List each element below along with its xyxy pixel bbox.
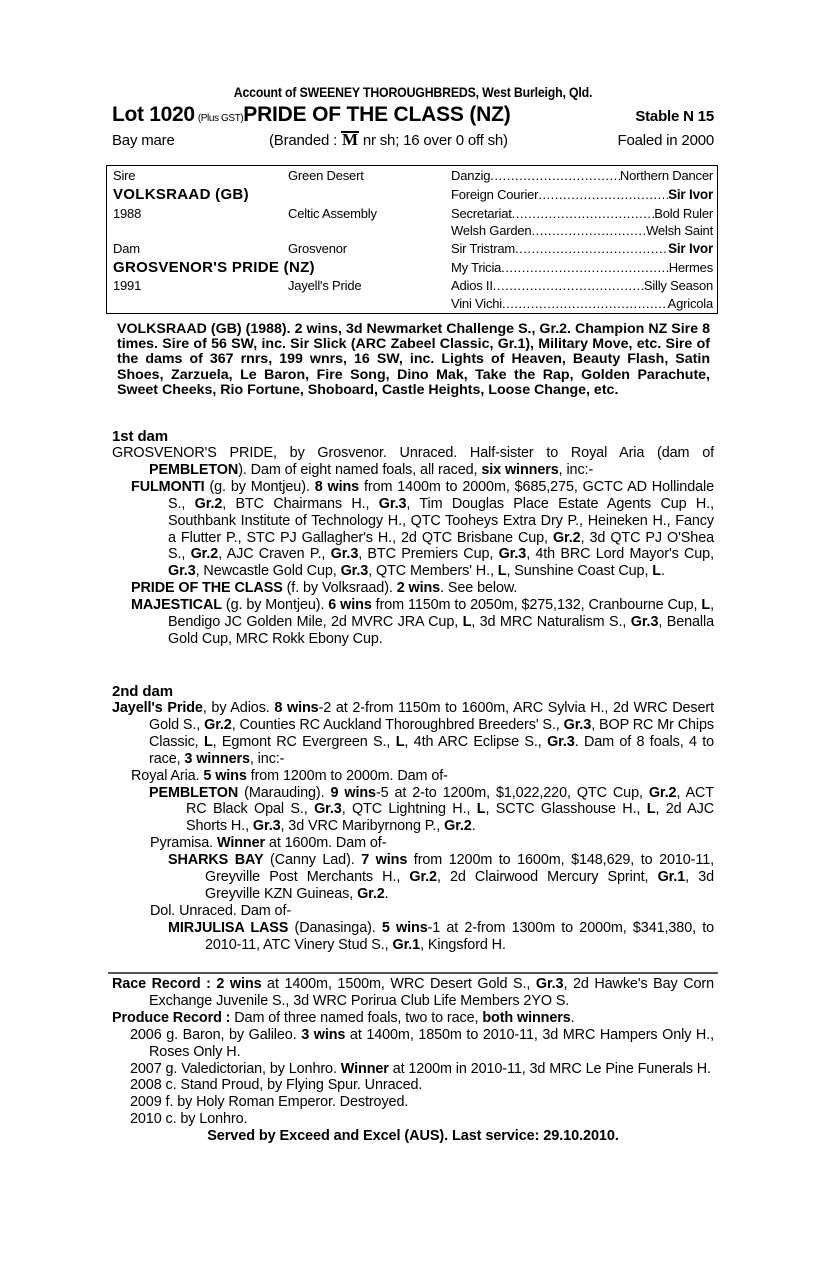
leader-dots [531, 222, 646, 240]
text: , Kingsford H. [420, 936, 506, 953]
text: Dol. Unraced. Dam of- [150, 902, 292, 919]
sire-sire: Green Desert [288, 168, 364, 183]
text: , 4th BRC Lord Mayor's Cup, [526, 546, 714, 563]
text: , Benalla Gold Cup, MRC Rokk Ebony Cup. [168, 614, 715, 647]
catalogue-page [112, 82, 715, 1145]
descendant-entry [112, 768, 714, 785]
second-dam-intro [112, 700, 714, 768]
produce-list [112, 1027, 714, 1128]
leader-dots [501, 259, 668, 277]
bold-text: 8 wins [274, 700, 319, 716]
descendant-entry [112, 835, 714, 852]
text: , 2d Clairwood Mercury Sprint, [436, 869, 658, 886]
text: , AJC Craven P., [218, 546, 331, 563]
bold-text: Gr.3 [340, 563, 369, 580]
text: from 1400m to 2000m, $685,275, GCTC AD Hollindale S., [168, 478, 714, 512]
foal-entry [112, 1027, 714, 1061]
gg-left: Sir Tristram [451, 241, 516, 256]
sire-label: Sire [113, 168, 136, 183]
bold-text: Gr.2 [357, 885, 385, 902]
bold-text: L [476, 801, 486, 818]
text: , Counties RC Auckland Thoroughbred Breeders' S., [231, 716, 564, 733]
gg-right: Sir Ivor [668, 187, 713, 202]
bold-text: 3 winners [184, 750, 250, 767]
foal-entry [112, 1061, 714, 1078]
text: . See below. [440, 580, 518, 597]
bold-text: Gr.3 [378, 495, 407, 512]
text: , Newcastle Gold Cup, [195, 563, 341, 580]
vendor-account: Account of SWEENEY THOROUGHBREDS, West Burleigh, Qld. [233, 84, 593, 100]
bold-text: both winners [482, 1009, 571, 1026]
leader-dots [502, 295, 668, 313]
text: (g. by Montjeu). [221, 597, 329, 614]
gg-left: Secretariat [451, 206, 512, 221]
text: -2 at 2-from 1150m to 1600m, ARC Sylvia H., 2d WRC Desert Gold S., [149, 700, 715, 733]
bold-text: L [701, 597, 711, 614]
text: -1 at 2-from 1300m to 2000m, $341,380, to 2010-11, ATC Vinery Stud S., [205, 919, 715, 953]
text: , BTC Chairmans H., [222, 495, 379, 512]
text: , Bendigo JC Golden Mile, 2d MVRC JRA Cup, [168, 597, 714, 631]
gg-left: Foreign Courier [451, 187, 539, 202]
text: , 3d QTC PJ O'Shea S., [168, 529, 714, 563]
bold-text: 2 wins [216, 976, 262, 992]
bold-text: SHARKS BAY [168, 852, 264, 869]
sex-color: Bay mare [112, 132, 175, 149]
great-grandparent-row [451, 205, 713, 223]
foal-entry [112, 1094, 714, 1111]
bold-text: Produce Record : [112, 1009, 235, 1026]
text: , inc:- [249, 750, 285, 767]
dam-name: GROSVENOR'S PRIDE (NZ) [113, 259, 315, 276]
bold-text: Gr.2 [444, 818, 472, 835]
text: , inc:- [558, 461, 594, 478]
text: from 1200m to 1600m, $148,629, to 2010-11, Greyville Post Merchants H., [205, 852, 715, 886]
text: 2008 c. Stand Proud, by Flying Spur. Unraced. [130, 1077, 423, 1094]
section-divider [108, 972, 718, 974]
progeny-entry [112, 597, 714, 648]
bold-text: Gr.1 [392, 936, 421, 953]
text: 2009 f. by Holy Roman Emperor. Destroyed. [130, 1094, 409, 1111]
text: , by Adios. [202, 700, 275, 716]
bold-text: Gr.2 [409, 869, 437, 886]
text: (Danasinga). [288, 919, 382, 936]
gst-note: (Plus GST) [197, 113, 244, 124]
sire-year: 1988 [113, 206, 142, 221]
bold-text: L [203, 733, 213, 750]
text: Pyramisa. [150, 835, 217, 852]
great-grandparent-row [451, 186, 713, 204]
text: , Egmont RC Evergreen S., [212, 733, 396, 750]
leader-dots [490, 167, 620, 185]
brand-prefix: (Branded : [269, 132, 342, 149]
text: . [660, 563, 665, 580]
text: from 1200m to 2000m. Dam of- [246, 767, 448, 784]
descendant-entry [112, 852, 714, 903]
text: 2006 g. Baron, by Galileo. [130, 1026, 302, 1043]
bold-text: Gr.3 [330, 546, 359, 563]
text: at 1400m, 1850m to 2010-11, 3d MRC Hampers Only H., Roses Only H. [149, 1026, 714, 1060]
leader-dots [493, 277, 644, 295]
sire-name: VOLKSRAAD (GB) [113, 186, 249, 203]
bold-text: L [497, 563, 507, 580]
second-dam-descendants [112, 768, 714, 954]
great-grandparent-row [451, 222, 713, 240]
brand-icon: M [342, 130, 358, 149]
bold-text: Gr.2 [552, 529, 581, 546]
dam-sire: Grosvenor [288, 241, 347, 256]
gg-right: Northern Dancer [619, 168, 713, 183]
sire-dam: Celtic Assembly [288, 206, 377, 221]
second-dam-section [112, 683, 714, 954]
foal-entry [112, 1077, 714, 1094]
bold-text: Gr.3 [252, 818, 281, 835]
leader-dots [512, 205, 655, 223]
gg-left: Vini Vichi [451, 296, 502, 311]
text: Royal Aria. [131, 767, 204, 784]
bold-text: Jayell's Pride [112, 700, 203, 716]
gg-right: Bold Ruler [654, 206, 713, 221]
great-grandparent-row [451, 277, 713, 295]
bold-text: 6 wins [328, 597, 372, 614]
text: , Tim Douglas Place Estate Agents Cup H., Southbank Institute of Technology H., QTC Tooheys Extra Dry P., Heineken H., Fancy a Flutter P., STC PJ Gallagher's H., 2d QTC Brisbane Cup, [168, 495, 714, 546]
gg-left: My Tricia [451, 260, 502, 275]
gg-right: Agricola [667, 296, 713, 311]
bold-text: FULMONTI [131, 478, 205, 495]
gg-left: Danzig [451, 168, 491, 183]
gg-right: Sir Ivor [668, 241, 713, 256]
gg-left: Adios II [451, 278, 493, 293]
text: . Dam of 8 foals, 4 to race, [149, 733, 715, 767]
bold-text: 5 wins [203, 767, 247, 784]
bold-text: Gr.3 [535, 976, 564, 992]
progeny-entry [112, 479, 714, 580]
text: , ACT RC Black Opal S., [186, 784, 714, 818]
text: at 1400m, 1500m, WRC Desert Gold S., [261, 976, 536, 992]
gg-right: Welsh Saint [646, 223, 713, 238]
gg-right: Silly Season [643, 278, 713, 293]
first-dam-section [112, 428, 714, 648]
bold-text: Gr.2 [204, 716, 232, 733]
leader-dots [515, 240, 668, 258]
bold-text: MAJESTICAL [131, 597, 222, 614]
bold-text: PRIDE OF THE CLASS [131, 580, 283, 597]
text: (Marauding). [238, 784, 331, 801]
bold-text: Gr.3 [314, 801, 342, 818]
text: (g. by Montjeu). [204, 478, 315, 495]
text: at 1200m in 2010-11, 3d MRC Le Pine Funerals H. [388, 1060, 711, 1077]
text: ). Dam of eight named foals, all raced, [238, 461, 482, 478]
dam-year: 1991 [113, 278, 142, 293]
great-grandparent-row [451, 240, 713, 258]
bold-text: 2 wins [396, 580, 441, 597]
bold-text: 3 wins [301, 1026, 346, 1043]
bold-text: Winner [216, 835, 266, 852]
great-grandparent-row [451, 295, 713, 313]
text: GROSVENOR'S PRIDE, by Grosvenor. Unraced. Half-sister to Royal Aria (dam of [112, 445, 714, 461]
bold-text: L [652, 563, 661, 580]
text: from 1150m to 2050m, $275,132, Cranbourne Cup, [371, 597, 702, 614]
text: , 2d AJC Shorts H., [186, 801, 715, 835]
gg-left: Welsh Garden [451, 223, 532, 238]
bold-text: 8 wins [314, 478, 360, 495]
progeny-entry [112, 580, 714, 597]
text: . [384, 885, 389, 902]
bold-text: Race Record : [112, 976, 217, 992]
text: , Sunshine Coast Cup, [506, 563, 653, 580]
bold-text: Gr.3 [498, 546, 527, 563]
gg-right: Hermes [668, 260, 713, 275]
bold-text: 5 wins [381, 919, 428, 936]
bold-text: Gr.2 [648, 784, 677, 801]
bold-text: L [646, 801, 656, 818]
bold-text: 7 wins [361, 852, 408, 869]
text: , 2d Hawke's Bay Corn Exchange Juvenile S., 3d WRC Porirua Club Life Members 2YO S. [149, 976, 714, 1009]
bold-text: PEMBLETON [149, 461, 239, 478]
horse-info [112, 129, 714, 153]
bold-text: Gr.3 [563, 716, 592, 733]
leader-dots [538, 186, 668, 204]
first-dam-intro [112, 445, 714, 479]
bold-text: PEMBLETON [149, 784, 239, 801]
foal-entry [112, 1111, 714, 1128]
text: , QTC Members' H., [368, 563, 498, 580]
produce-record-intro [112, 1010, 714, 1027]
bold-text: Gr.3 [168, 563, 196, 580]
bold-text: six winners [481, 461, 559, 478]
horse-name: PRIDE OF THE CLASS (NZ) [243, 103, 511, 126]
great-grandparent-row [451, 259, 713, 277]
text: at 1600m. Dam of- [265, 835, 387, 852]
bold-text: Gr.2 [190, 546, 219, 563]
text: 2010 c. by Lonhro. [130, 1111, 248, 1128]
text: , BTC Premiers Cup, [358, 546, 499, 563]
text: (f. by Volksraad). [282, 580, 397, 597]
bold-text: L [395, 733, 405, 750]
bold-text: Winner [340, 1060, 389, 1077]
text: -5 at 2-to 1200m, $1,022,220, QTC Cup, [375, 784, 649, 801]
descendant-entry [112, 785, 714, 836]
bold-text: L [462, 614, 472, 631]
first-dam-heading: 1st dam [112, 428, 168, 445]
text: , QTC Lightning H., [341, 801, 477, 818]
text: , 3d VRC Maribyrnong P., [280, 818, 445, 835]
dam-label: Dam [113, 241, 140, 256]
second-dam-heading: 2nd dam [112, 683, 173, 700]
descendant-entry [112, 920, 714, 954]
text: , SCTC Glasshouse H., [485, 801, 647, 818]
brand-suffix: nr sh; 16 over 0 off sh) [358, 132, 508, 149]
text: 2007 g. Valedictorian, by Lonhro. [130, 1060, 341, 1077]
text: (Canny Lad). [263, 852, 362, 869]
stable-location: Stable N 15 [635, 108, 714, 125]
great-grandparent-row [451, 167, 713, 185]
text: . [570, 1009, 575, 1026]
brand-info [269, 129, 508, 153]
bold-text: 9 wins [330, 784, 376, 801]
bold-text: Gr.1 [657, 869, 686, 886]
text: , 4th ARC Eclipse S., [404, 733, 548, 750]
text: Dam of three named foals, two to race, [234, 1009, 483, 1026]
pedigree-table [106, 165, 718, 314]
race-record [112, 976, 714, 1010]
text: , 3d Greyville KZN Guineas, [205, 869, 715, 902]
descendant-entry [112, 903, 714, 920]
text: , BOP RC Mr Chips Classic, [149, 716, 715, 750]
records-section [112, 976, 714, 1145]
lot-header [112, 102, 714, 128]
dam-dam: Jayell's Pride [288, 278, 362, 293]
bold-text: Gr.3 [547, 733, 575, 750]
text: . [471, 818, 476, 835]
bold-text: Gr.3 [630, 614, 659, 631]
bold-text: Gr.2 [194, 495, 223, 512]
bold-text: MIRJULISA LASS [168, 919, 289, 936]
lot-number: Lot 1020 [112, 103, 195, 126]
text: , 3d MRC Naturalism S., [471, 614, 631, 631]
foaled-year: Foaled in 2000 [617, 132, 714, 149]
served-note: Served by Exceed and Excel (AUS). Last service: 29.10.2010. [207, 1128, 619, 1145]
sire-summary: VOLKSRAAD (GB) (1988). 2 wins, 3d Newmarket Challenge S., Gr.2. Champion NZ Sire 8 times. Sire of 56 SW, inc. Sir Slick (ARC Zabeel Classic, Gr.1), Military Move, etc. Sire of the dams of 367 rnrs, 199 wnrs, 16 SW, inc. Lights of Heaven, Beauty Flash, Satin Shoes, Zarzuela, Le Baron, Fire Song, Dino Mak, Take the Rap, Golden Parachute, Sweet Cheeks, Rio Fortune, Shoboard, Castle Heights, Loose Change, etc. [117, 321, 710, 398]
